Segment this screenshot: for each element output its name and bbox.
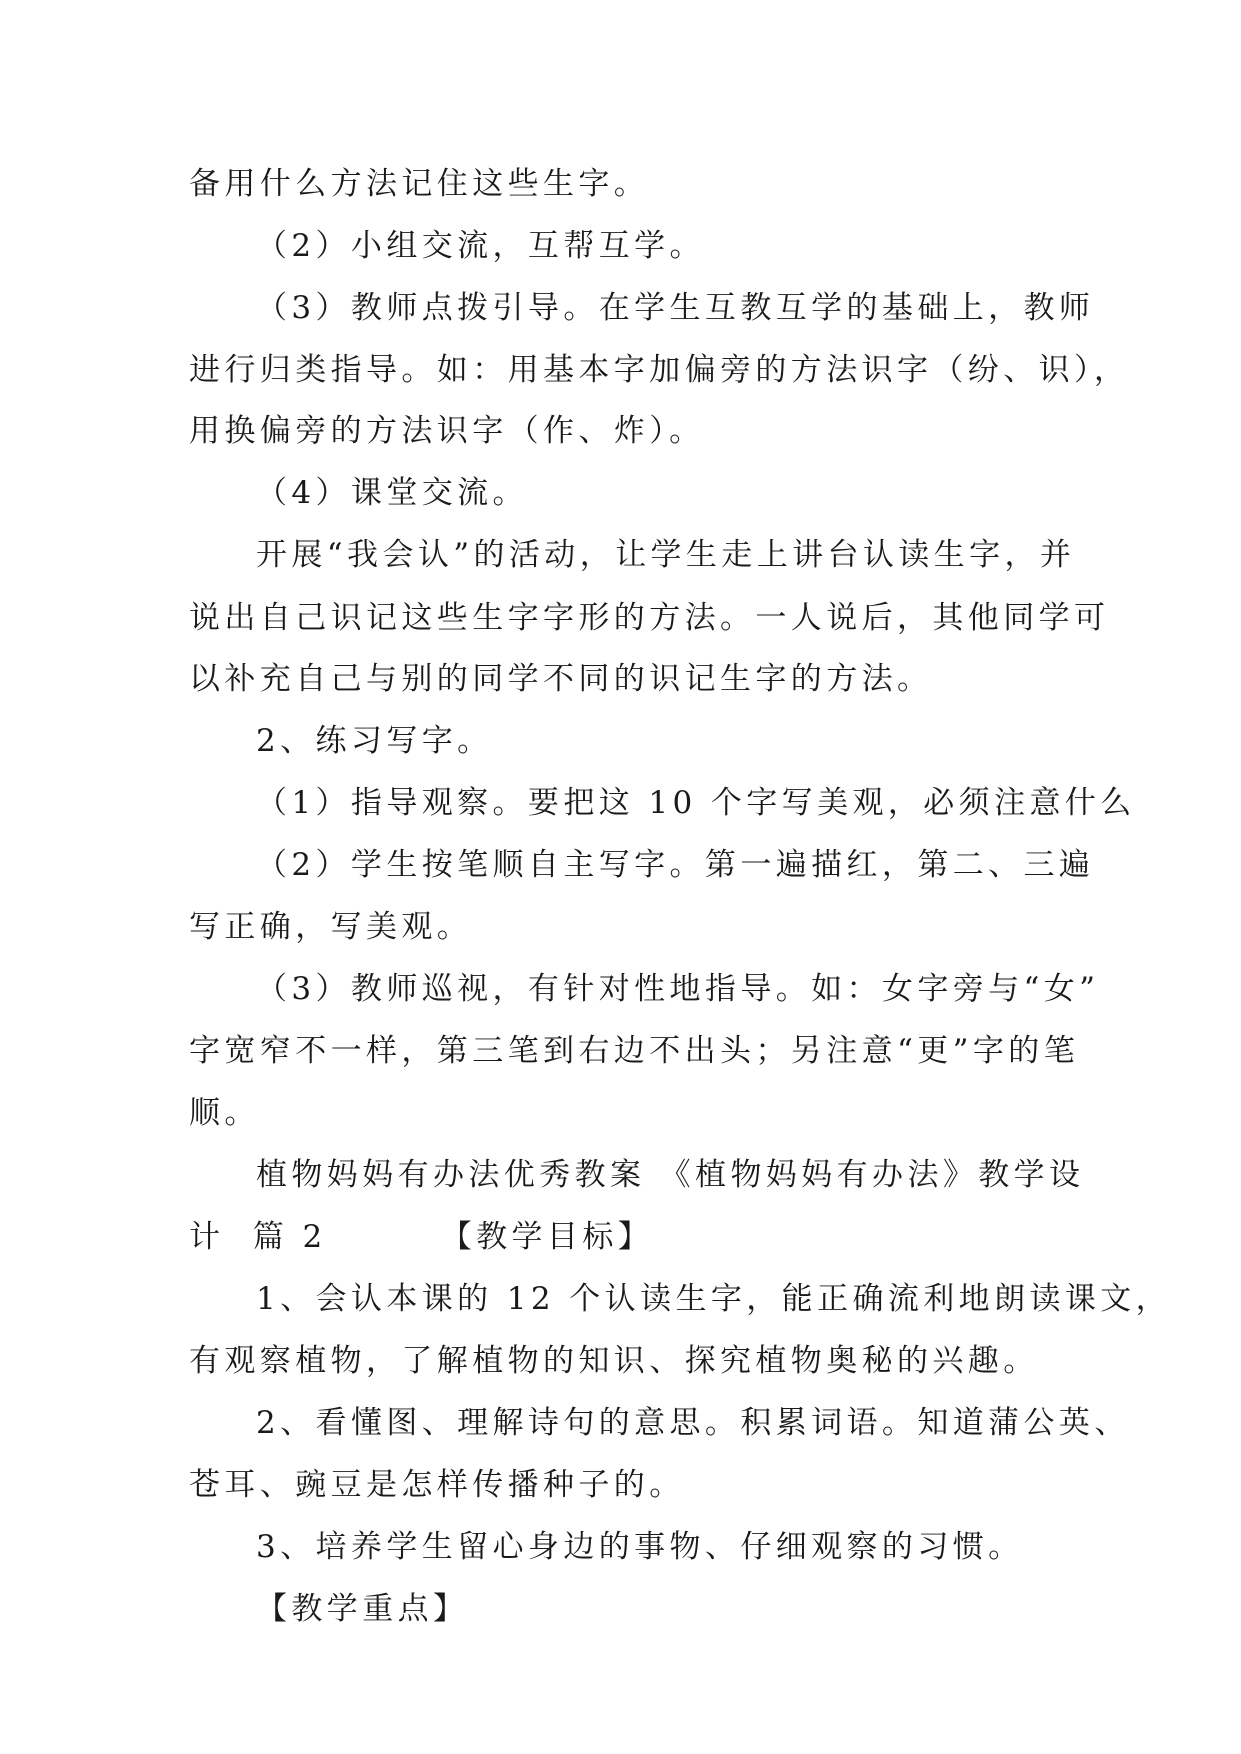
text-line: 1、会认本课的 12 个认读生字，能正确流利地朗读课文， (256, 1281, 1172, 1317)
text-line: 字宽窄不一样，第三笔到右边不出头；另注意“更”字的笔 (189, 1033, 1080, 1069)
text-line: 有观察植物，了解植物的知识、探究植物奥秘的兴趣。 (189, 1343, 1039, 1379)
section-heading: 【教学重点】 (256, 1591, 469, 1627)
text-line: 以补充自己与别的同学不同的识记生字的方法。 (189, 661, 933, 697)
text-line: （2）学生按笔顺自主写字。第一遍描红，第二、三遍 (256, 847, 1095, 883)
text-line: （3）教师点拨引导。在学生互教互学的基础上，教师 (256, 290, 1095, 326)
text-line: 用换偏旁的方法识字（作、炸）。 (189, 413, 705, 449)
text-line: 植物妈妈有办法优秀教案 《植物妈妈有办法》教学设 (256, 1157, 1085, 1193)
text-line: （2）小组交流，互帮互学。 (256, 228, 705, 264)
text-line: 顺。 (189, 1095, 260, 1131)
text-line: 2、练习写字。 (256, 723, 493, 759)
text-line: （4）课堂交流。 (256, 475, 528, 511)
text-line: 说出自己识记这些生字字形的方法。一人说后，其他同学可 (189, 600, 1110, 636)
section-heading-line: 计 篇 2 【教学目标】 (189, 1219, 654, 1255)
text-line: 3、培养学生留心身边的事物、仔细观察的习惯。 (256, 1529, 1024, 1565)
text-line: （1）指导观察。要把这 10 个字写美观，必须注意什么 (256, 785, 1136, 821)
text-line: 进行归类指导。如：用基本字加偏旁的方法识字（纷、识）， (189, 352, 1130, 388)
text-line: 2、看懂图、理解诗句的意思。积累词语。知道蒲公英、 (256, 1405, 1130, 1441)
text-line: （3）教师巡视，有针对性地指导。如：女字旁与“女” (256, 971, 1100, 1007)
text-line: 开展“我会认”的活动，让学生走上讲台认读生字，并 (256, 537, 1076, 573)
text-line: 苍耳、豌豆是怎样传播种子的。 (189, 1467, 685, 1503)
text-line: 写正确，写美观。 (189, 909, 473, 945)
text-line: 备用什么方法记住这些生字。 (189, 166, 650, 202)
